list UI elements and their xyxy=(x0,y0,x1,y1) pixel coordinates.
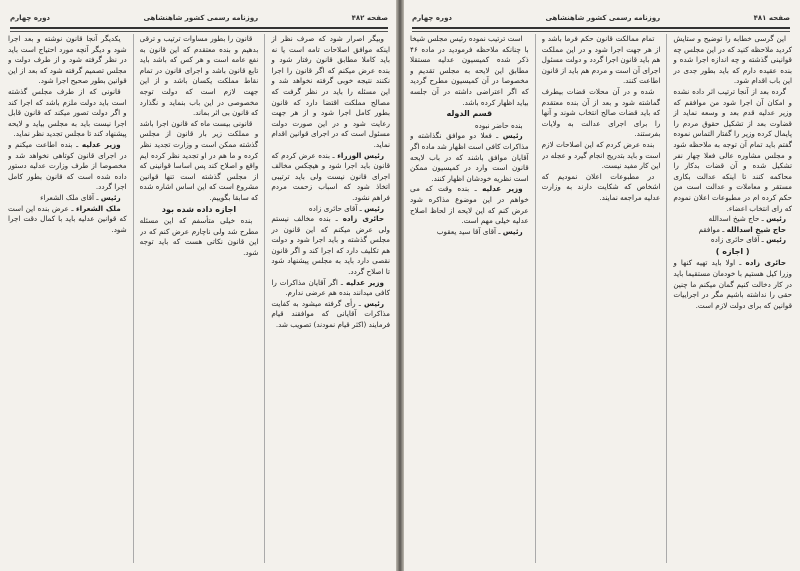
paragraph xyxy=(8,87,127,140)
page-right xyxy=(402,0,800,571)
paragraph: رئیس الوزراء ـ بنده عرض کردم که قانون باید اجرا شود و هیچکس مخالف اجرای قانون نیست ولی باید ترتیبی اتخاذ شود که اسباب زحمت مردم فراهم نشود. xyxy=(271,150,390,202)
paragraph-text: اولا باید تهیه کنها و وزرا کیل هستیم با خودمان مستقیما باید در کار دخالت کنیم گمان میکنم ما چنین حقی را نداشته باشیم مگر در اجراییات قوانین که برای دولت لازم است. xyxy=(673,258,792,310)
speaker-name: رئیس xyxy=(364,203,384,213)
paragraph: ملک الشعراء ـ عرض بنده این است که قوانین عدلیه باید با کمال دقت اجرا شود. xyxy=(7,203,127,234)
section-heading: اجازه داده شده بود xyxy=(161,204,237,214)
newspaper-title: روزنامه رسمی کشور شاهنشاهی xyxy=(545,14,661,22)
paragraph-text: بنده حاضر نبوده xyxy=(474,120,523,130)
paragraph: رئیس ـ آقای حائری زاده xyxy=(710,235,786,245)
page-header xyxy=(10,14,388,26)
paragraph-text: بنده خیلی متأسفم که این مسئله مطرح شد ولی ناچارم عرض کنم که در این قانون نکاتی هست که باید توجه شود. xyxy=(139,216,259,257)
speaker-name: وزیر عدلیه xyxy=(345,277,384,287)
text-columns xyxy=(8,34,390,563)
paragraph xyxy=(140,216,259,258)
text-column xyxy=(673,34,792,563)
section-heading: قسم الدوله xyxy=(446,109,493,119)
paragraph xyxy=(8,34,127,87)
speaker-name: رئیس xyxy=(502,226,523,236)
paragraph-text: آقای حائری زاده xyxy=(710,235,760,245)
paragraph: رئیس ـ آقای ملک الشعراء xyxy=(40,192,121,202)
paragraph-text: آقای حائری زاده xyxy=(308,203,358,213)
paragraph-text: یکدیگر آنجا قانون نوشته و بعد اجرا شود و دیگر آنچه مورد احتیاج است باید در نظر گرفته شود و از طرف دولت و مجلس تصمیم گرفته شود که بعد از این قوانین بطور صحیح اجرا شود. xyxy=(7,34,127,86)
paragraph-text: عرض بنده این است که قوانین عدلیه باید با کمال دقت اجرا شود. xyxy=(7,203,127,234)
column-divider xyxy=(535,34,536,563)
paragraph xyxy=(410,121,529,132)
paragraph-text: است ترتیب نموده رئیس مجلس شیخا با چنانکه ملاحظه فرمودید در ماده ۴۶ ذکر شده کمیسیون عدلیه مستقلا مطابق این لایحه به مجلس تقدیم و مخصوصا در آن کمیسیون مطرح گردید که اگر اعتراضی داشته در آن جلسه بیاید اظهار کرده باشد. xyxy=(409,34,529,107)
paragraph: رئیس ـ آقای آقا سید یعقوب xyxy=(436,226,523,236)
header-rule-thin xyxy=(412,31,790,32)
paragraph-text: رأی گرفته میشود به کفایت مذاکرات آقایانی که موافقند قیام فرمایند (اکثر قیام نمودند) تصویب شد. xyxy=(271,298,390,330)
paragraph xyxy=(542,87,661,140)
speaker-name: حائری زاده xyxy=(342,214,384,224)
speaker-name: وزیر عدلیه xyxy=(482,184,523,194)
paragraph xyxy=(140,119,259,204)
page-number: صفحه ۴۸۲ xyxy=(351,14,388,22)
paragraph: حائری زاده ـ اولا باید تهیه کنها و وزرا کیل هستیم با خودمان مستقیما باید در کار دخالت کنیم گمان میکنم ما چنین حقی را نداشته باشیم مگر در اجراییات قوانین که برای دولت لازم است. xyxy=(673,258,792,310)
section-heading: ( اجازه ) xyxy=(715,246,750,256)
text-column xyxy=(271,34,390,563)
paragraph: رئیس ـ فعلا دو موافق نگذاشته و مذاکرات کافی است اظهار شد ماده اگر آقایان موافق باشند که در باب لایحه قانون است وارد در کمیسیون ممکن است نظریه خودشان اظهار کنند. xyxy=(409,131,529,183)
page-number: صفحه ۴۸۱ xyxy=(753,14,790,22)
text-column xyxy=(410,34,529,563)
paragraph: رئیس ـ رأی گرفته میشود به کفایت مذاکرات آقایانی که موافقند قیام فرمایند (اکثر قیام نمودند) تصویب شد. xyxy=(271,298,390,330)
paragraph: رئیس ـ آقای حائری زاده xyxy=(308,203,384,213)
paragraph-text: بنده عرض کردم که این اصلاحات لازم است و باید بتدریج انجام گیرد و عجله در این کار مفید نیست. xyxy=(541,139,661,171)
paragraph xyxy=(673,34,792,87)
paragraph: حاج شیخ اسدالله ـ موافقم xyxy=(698,224,786,234)
header-rule-thin xyxy=(10,31,388,32)
paragraph xyxy=(410,34,529,108)
speaker-name: رئیس xyxy=(766,235,786,245)
page-left xyxy=(0,0,398,571)
text-columns xyxy=(410,34,792,563)
paragraph-text: این گرسی خطابه را توضیح و ستایش کردید ملاحظه کنید که در این مجلس چه قوانینی گذشته و چه اندازه اجرا شده و بنده عقیده دارم که باید بطور جدی در این باب اقدام شود. xyxy=(673,34,792,86)
volume-label: دوره چهارم xyxy=(412,14,453,22)
paragraph-text: قانونی که از طرف مجلس گذشته است باید دولت ملزم باشد که اجرا کند و اگر دولت تصور میکند که قانون قابل اجرا نیست باید به مجلس بیاید و لایحه پیشنهاد کند تا مجلس تجدید نظر نماید. xyxy=(7,86,127,139)
paragraph: وزیر عدلیه ـ بنده وقت که می خواهم در این موضوع مذاکره شود عرض کنم که این لایحه از لحاظ اصلاح عدلیه خیلی مهم است. xyxy=(409,184,529,226)
column-divider xyxy=(133,34,134,563)
paragraph xyxy=(140,34,259,119)
paragraph-text: آقای ملک الشعراء xyxy=(40,192,95,202)
paragraph-text: وبیگر اصرار شود که صرف نظر از اینکه موافق اصلاحات تامه است یا نه باید کاملا مطابق قانون رفتار شود و بنده عرض میکنم که اگر قانون را اجرا نکنند نتیجه خوبی گرفته نخواهد شد و این مسئله را باید در نظر گرفت که مصالح مملکت اقتضا دارد که قانون بطور کامل اجرا شود و از هر جهت رعایت شود و در این صورت دولت مسئول است که در اجرای قوانین اقدام نماید. xyxy=(271,34,390,149)
speaker-name: حاج شیخ اسدالله xyxy=(726,224,786,234)
paragraph: وزیر عدلیه ـ بنده اطاعت میکنم و در اجرای قانون کوتاهی نخواهد شد و مخصوصا از طرف وزارت عدلیه دستور داده شده است که قانون بطور کامل اجرا گردد. xyxy=(7,139,127,192)
speaker-name: رئیس الوزراء xyxy=(337,150,384,160)
paragraph-text: قانونی بیست ماه که قانون اجرا باشد و مملکت زیر بار قانون از مجلس گذشته ممکن است و وزارت تجدید نظر کرده و ما هم در او تجدید نظر کرده ایم واقع و اصلاح کند پس اساسا قوانینی که از مجلس گذشته است تنها قوانین مشروع است که این اساس اشاره شده که سابقا بگوییم. xyxy=(139,118,259,202)
paragraph-text: بنده مخالف نیستم ولی عرض میکنم که این قانون در مجلس گذشته و باید اجرا شود و دولت هم تکلیف دارد که اجرا کند و اگر قانون نقصی دارد باید به مجلس پیشنهاد شود تا اصلاح گردد. xyxy=(271,214,390,277)
paragraph-text: حاج شیخ اسدالله xyxy=(708,214,760,224)
speaker-name: رئیس xyxy=(502,131,523,141)
speaker-name: رئیس xyxy=(100,192,121,202)
paragraph-text: اگر آقایان مذاکرات را کافی میدانند بنده هم عرضی ندارم. xyxy=(271,277,390,298)
speaker-name: رئیس xyxy=(364,298,384,308)
page-header xyxy=(412,14,790,26)
paragraph-text: موافقم xyxy=(698,224,720,234)
paragraph xyxy=(542,140,661,172)
paragraph-text: آقای آقا سید یعقوب xyxy=(436,226,497,236)
paragraph-text: شده و در آن محلات قضات بیطرف گماشته شود و بعد از آن بنده معتقدم که باید قضات صالح انتخاب شوند و آنها را برای اجرای عدالت به ولایات بفرستند. xyxy=(541,86,661,139)
speaker-name: وزیر عدلیه xyxy=(81,139,121,149)
paragraph-text: گرده بعد از آنجا ترتیب اثر داده نشده و امکان آن اجرا شود من موافقم که وزیر عدلیه قدم بعد و وسعه نماید از قضاوت بعد از تشکیل حقوق مردم را پایمال کرده وزیر را گفتار التماس نموده گفتم باید تمام آن توجه به ملاحظه شود و مجلس مشاوره عالی فعلا چهار نفر تشکیل شده و آن قضات بدکار را محاکمه کنند تا اینکه عدالت بکاری مستقر و معاملات و عدالت است من حکم کرده ام در مطبوعات اعلان نمودم که رای انتخاب اعضاء. xyxy=(673,86,792,213)
column-divider xyxy=(666,34,667,563)
volume-label: دوره چهارم xyxy=(10,14,51,22)
speaker-name: رئیس xyxy=(766,214,786,224)
paragraph-text: بنده عرض کردم که قانون باید اجرا شود و هیچکس مخالف اجرای قانون نیست ولی باید ترتیبی اتخاذ شود که اسباب زحمت مردم فراهم نشود. xyxy=(271,150,390,202)
header-rule xyxy=(10,27,388,29)
speaker-name: حائری زاده xyxy=(745,258,787,268)
paragraph-text: تمام ممالکت قانون حکم فرما باشد و از هر جهت اجرا شود و در این مملکت هم باید قانون اجرا گردد و دولت مسئول اجرای آن است و مردم هم باید از قانون اطاعت کنند. xyxy=(541,34,661,86)
page-gutter xyxy=(396,0,404,571)
paragraph xyxy=(271,34,390,151)
column-divider xyxy=(264,34,265,563)
paragraph xyxy=(673,87,792,214)
paragraph: وزیر عدلیه ـ اگر آقایان مذاکرات را کافی میدانند بنده هم عرضی ندارم. xyxy=(271,277,390,298)
paragraph-text: در مطبوعات اعلان نمودیم که اشخاص که شکایت دارند به وزارت عدلیه مراجعه نمایند. xyxy=(541,171,661,202)
paragraph: حائری زاده ـ بنده مخالف نیستم ولی عرض میکنم که این قانون در مجلس گذشته و باید اجرا شود و دولت هم تکلیف دارد که اجرا کند و اگر قانون نقصی دارد باید به مجلس پیشنهاد شود تا اصلاح گردد. xyxy=(271,214,390,277)
speaker-name: ملک الشعراء xyxy=(76,203,121,213)
paragraph-text: بنده وقت که می خواهم در این موضوع مذاکره شود عرض کنم که این لایحه از لحاظ اصلاح عدلیه خیلی مهم است. xyxy=(409,184,529,226)
newspaper-title: روزنامه رسمی کشور شاهنشاهی xyxy=(143,14,259,22)
paragraph-text: فعلا دو موافق نگذاشته و مذاکرات کافی است اظهار شد ماده اگر آقایان موافق باشند که در باب لایحه قانون است وارد در کمیسیون ممکن است نظریه خودشان اظهار کنند. xyxy=(409,131,529,183)
text-column xyxy=(542,34,661,563)
paragraph: رئیس ـ حاج شیخ اسدالله xyxy=(708,214,786,224)
paragraph xyxy=(542,34,661,87)
paragraph-text: قانون را بطور مساوات ترتیب و ترقی بدهیم و بنده معتقدم که این قانون به نفع عامه است و هر کس که باشد باید تابع قانون باشد و اجرای قانون در تمام نقاط مملکت یکسان باشد و از این جهت لازم است که دولت توجه مخصوصی در این باب بنماید و نگذارد که قانون بی اثر بماند. xyxy=(139,34,259,118)
paragraph xyxy=(542,172,661,204)
text-column xyxy=(140,34,259,563)
header-rule xyxy=(412,27,790,29)
paragraph-text: بنده اطاعت میکنم و در اجرای قانون کوتاهی نخواهد شد و مخصوصا از طرف وزارت عدلیه دستور داده شده است که قانون بطور کامل اجرا گردد. xyxy=(7,139,127,192)
text-column xyxy=(8,34,127,563)
